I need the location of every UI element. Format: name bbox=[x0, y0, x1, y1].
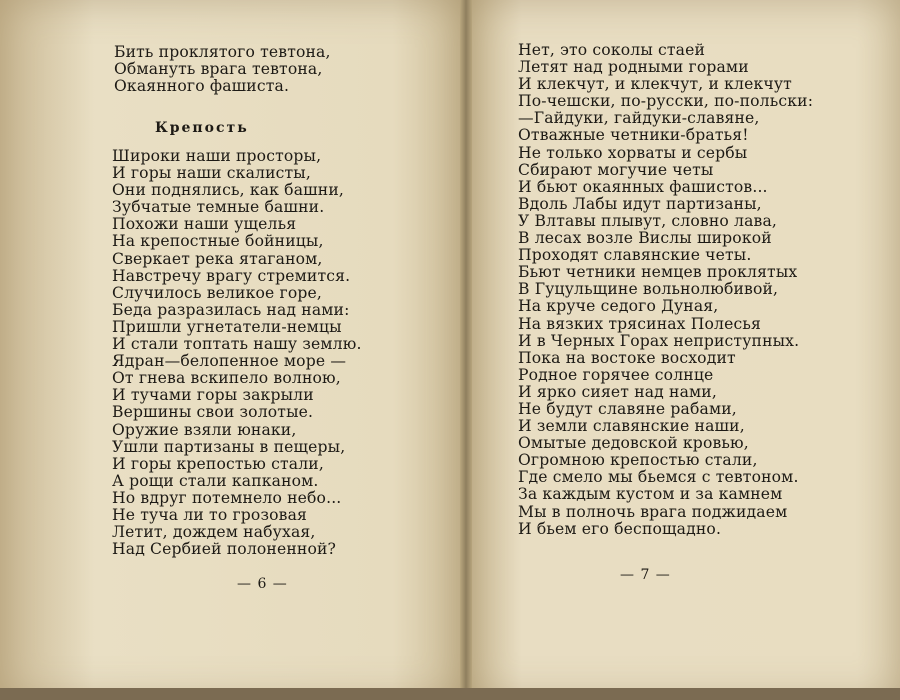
poem-line: Пришли угнетатели-немцы bbox=[112, 317, 342, 336]
poem-line: Пока на востоке восходит bbox=[518, 348, 736, 367]
book-gutter bbox=[460, 0, 472, 700]
poem-line: Проходят славянские четы. bbox=[518, 246, 752, 265]
left-poem-text bbox=[112, 148, 362, 558]
poem-line: За каждым кустом и за камнем bbox=[518, 485, 783, 504]
poem-line: Зубчатые темные башни. bbox=[112, 198, 325, 217]
poem-line: Окаянного фашиста. bbox=[114, 77, 290, 96]
poem-line: И горы наши скалисты, bbox=[112, 164, 311, 183]
poem-line: Сбирают могучие четы bbox=[518, 160, 714, 179]
poem-line: Где смело мы бьемся с тевтоном. bbox=[518, 468, 799, 487]
poem-line: Похожи наши ущелья bbox=[112, 215, 297, 234]
poem-line: Вершины свои золотые. bbox=[112, 403, 314, 422]
poem-line: Навстречу врагу стремится. bbox=[112, 266, 351, 285]
poem-line: Не туча ли то грозовая bbox=[112, 505, 308, 524]
page-stain bbox=[0, 0, 95, 700]
poem-title: Крепость bbox=[155, 120, 249, 136]
poem-line: А рощи стали капканом. bbox=[112, 471, 319, 490]
poem-line: Не только хорваты и сербы bbox=[518, 143, 748, 162]
poem-line: Вдоль Лабы идут партизаны, bbox=[518, 194, 762, 213]
poem-line: Случилось великое горе, bbox=[112, 283, 322, 302]
poem-line: Омытые дедовской кровью, bbox=[518, 434, 749, 453]
poem-line: На крепостные бойницы, bbox=[112, 232, 324, 251]
poem-line: На круче седого Дуная, bbox=[518, 297, 719, 316]
poem-line: Мы в полночь врага поджидаем bbox=[518, 502, 788, 521]
poem-line: Бить проклятого тевтона, bbox=[114, 43, 331, 61]
intro-stanza bbox=[114, 44, 331, 95]
poem-line: Не будут славяне рабами, bbox=[518, 399, 737, 418]
poem-line: В Гуцульщине вольнолюбивой, bbox=[518, 280, 779, 299]
poem-line: —Гайдуки, гайдуки-славяне, bbox=[518, 109, 760, 128]
poem-line: И земли славянские наши, bbox=[518, 417, 745, 436]
poem-line: Они поднялись, как башни, bbox=[112, 181, 344, 200]
poem-line: Огромною крепостью стали, bbox=[518, 451, 758, 470]
poem-line: Летит, дождем набухая, bbox=[112, 523, 316, 542]
poem-line: Ушли партизаны в пещеры, bbox=[112, 437, 346, 456]
poem-line: И клекчут, и клекчут, и клекчут bbox=[518, 75, 792, 94]
poem-line: Над Сербией полоненной? bbox=[112, 540, 337, 559]
page-number-right: — 7 — bbox=[620, 567, 671, 583]
poem-line: И бьем его беспощадно. bbox=[518, 519, 722, 538]
page-bottom-edge bbox=[0, 688, 900, 700]
poem-line: У Влтавы плывут, словно лава, bbox=[518, 211, 777, 230]
poem-line: И стали топтать нашу землю. bbox=[112, 335, 362, 354]
page-number-left: — 6 — bbox=[237, 576, 288, 592]
poem-line: И бьют окаянных фашистов... bbox=[518, 177, 768, 196]
poem-line: Широки наши просторы, bbox=[112, 147, 322, 165]
poem-line: И тучами горы закрыли bbox=[112, 386, 314, 405]
poem-line: Оружие взяли юнаки, bbox=[112, 420, 297, 439]
poem-line: И ярко сияет над нами, bbox=[518, 382, 717, 401]
poem-line: Ядран—белопенное море — bbox=[112, 352, 347, 371]
poem-line: И в Черных Горах неприступных. bbox=[518, 331, 800, 350]
poem-line: Нет, это соколы стаей bbox=[518, 41, 706, 59]
right-poem-text bbox=[518, 42, 813, 538]
poem-line: От гнева вскипело волною, bbox=[112, 369, 341, 388]
poem-line: Беда разразилась над нами: bbox=[112, 300, 350, 319]
poem-line: В лесах возле Вислы широкой bbox=[518, 229, 772, 248]
poem-line: По-чешски, по-русски, по-польски: bbox=[518, 92, 814, 111]
poem-line: Сверкает река ятаганом, bbox=[112, 249, 323, 268]
poem-line: Но вдруг потемнело небо... bbox=[112, 488, 342, 507]
poem-line: И горы крепостью стали, bbox=[112, 454, 324, 473]
poem-line: Летят над родными горами bbox=[518, 58, 749, 77]
poem-line: Отважные четники-братья! bbox=[518, 126, 749, 145]
poem-line: На вязких трясинах Полесья bbox=[518, 314, 761, 333]
poem-line: Обмануть врага тевтона, bbox=[114, 60, 323, 79]
poem-line: Родное горячее солнце bbox=[518, 365, 714, 384]
poem-line: Бьют четники немцев проклятых bbox=[518, 263, 798, 282]
